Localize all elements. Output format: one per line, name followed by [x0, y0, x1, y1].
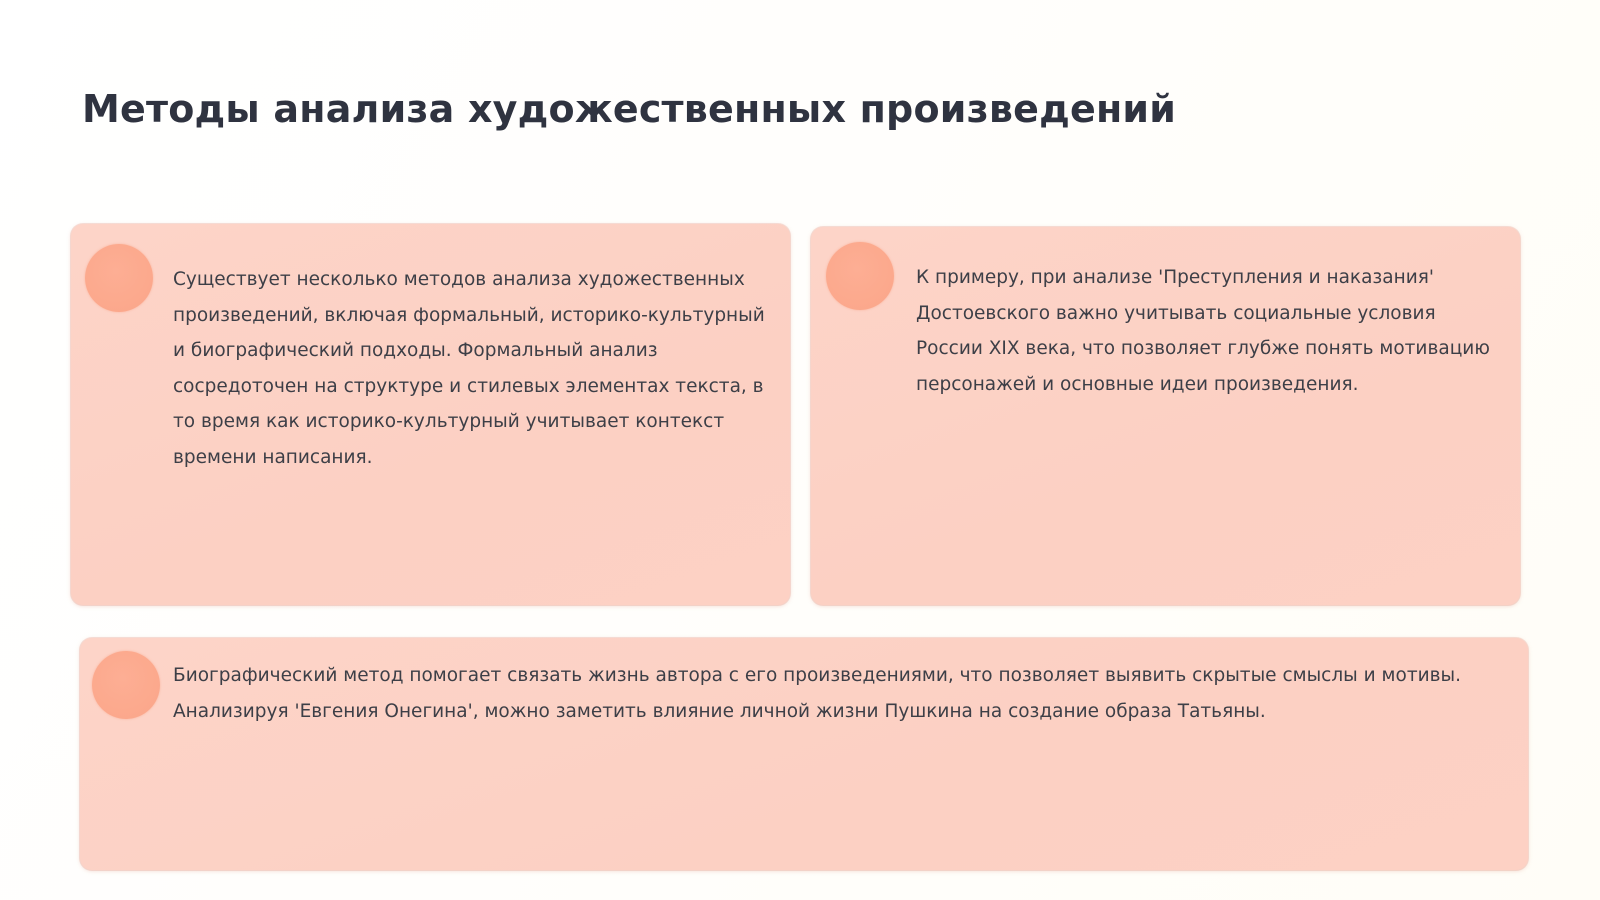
content-card-example-dostoevsky [811, 227, 1520, 605]
circle-bullet-icon [85, 244, 153, 312]
slide-title: Методы анализа художественных произведений [82, 87, 1177, 131]
content-card-biographical-method [80, 638, 1528, 870]
content-card-formal-methods [71, 224, 790, 605]
card-text: Биографический метод помогает связать жизнь автора с его произведениями, что позволяет выявить скрытые смыслы и мотивы. Анализируя 'Евгения Онегина', можно заметить влияние личной жизни Пушкина на создание образа Татьяны. [173, 665, 1462, 722]
circle-bullet-icon [92, 651, 160, 719]
card-text: К примеру, при анализе 'Преступления и наказания' Достоевского важно учитывать социальные условия России XIX века, что позволяет глубже понять мотивацию персонажей и основные идеи произведения. [916, 267, 1490, 395]
circle-bullet-icon [826, 242, 894, 310]
card-text: Существует несколько методов анализа художественных произведений, включая формальный, историко-культурный и биографический подходы. Формальный анализ сосредоточен на структуре и стилевых элементах текста, в то время как историко-культурный учитывает контекст времени написания. [173, 269, 765, 468]
